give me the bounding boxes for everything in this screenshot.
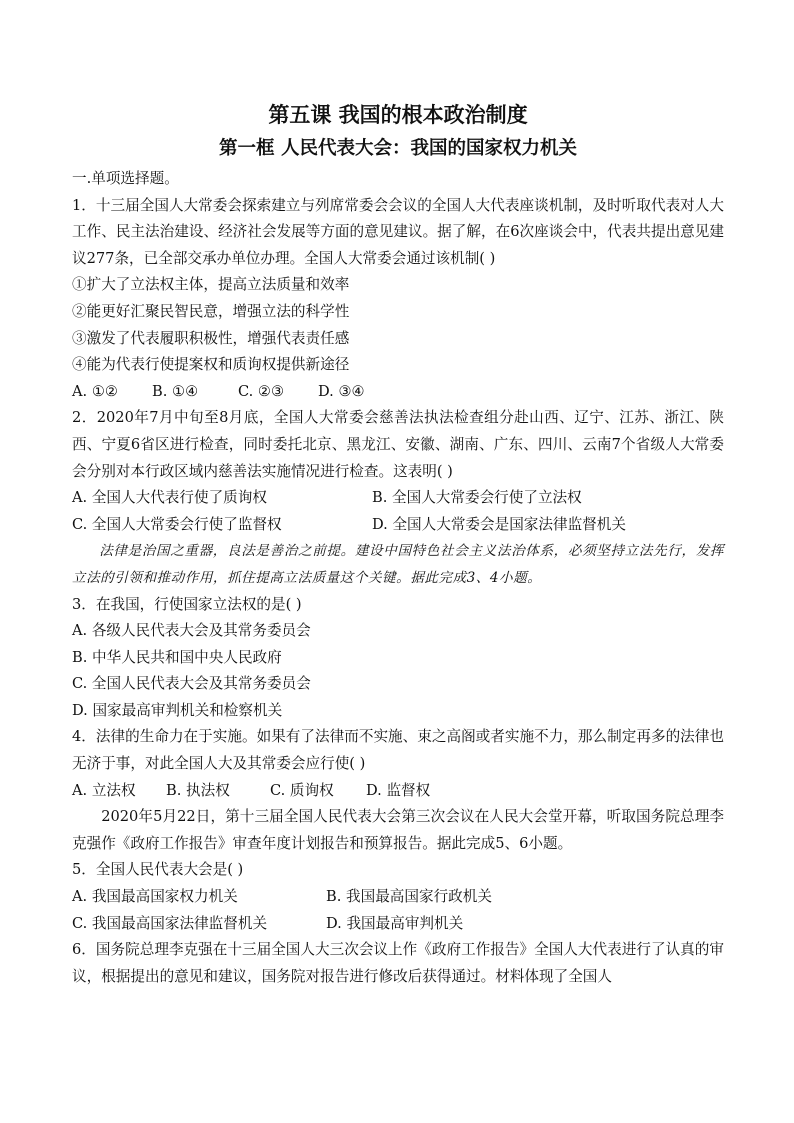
question-2-options-row2: [72, 512, 724, 539]
question-1-item: ③激发了代表履职积极性，增强代表责任感: [72, 329, 350, 347]
question-4-stem: 4．法律的生命力在于实施。如果有了法律而不实施、束之高阁或者实施不力，那么制定再多的法律也无济于事，对此全国人大及其常委会应行使( ): [72, 728, 724, 773]
option-c: C. 质询权: [270, 781, 334, 799]
option-a: A. 我国最高国家权力机关: [72, 888, 238, 906]
option-a: A. 各级人民代表大会及其常务委员会: [72, 622, 311, 640]
question-5-options-row1: [72, 884, 724, 911]
option-c: C. 全国人民代表大会及其常务委员会: [72, 675, 311, 693]
question-1-options: [72, 379, 724, 406]
option-d: D. ③④: [318, 382, 365, 400]
option-c: C. ②③: [238, 382, 285, 400]
option-b: B. 中华人民共和国中央人民政府: [72, 648, 282, 666]
question-1-item: ②能更好汇聚民智民意，增强立法的科学性: [72, 302, 350, 320]
question-2-stem: 2．2020年7月中旬至8月底，全国人大常委会慈善法执法检查组分赴山西、辽宁、江苏、浙江、陕西、宁夏6省区进行检查，同时委托北京、黑龙江、安徽、湖南、广东、四川、云南7个省级人大常委会分别对本行政区域内慈善法实施情况进行检查。这表明( ): [72, 409, 724, 480]
option-c: C. 我国最高国家法律监督机关: [72, 914, 268, 932]
option-b: B. 我国最高国家行政机关: [326, 888, 492, 906]
option-a: A. ①②: [72, 382, 118, 400]
option-b: B. 全国人大常委会行使了立法权: [372, 489, 582, 507]
option-a: A. 全国人大代表行使了质询权: [72, 489, 267, 507]
option-a: A. 立法权: [72, 781, 136, 799]
question-5-stem: 5．全国人民代表大会是( ): [72, 861, 244, 879]
document-page: [72, 98, 724, 990]
option-b: B. 执法权: [166, 781, 230, 799]
option-d: D. 全国人大常委会是国家法律监督机关: [372, 515, 626, 533]
option-c: C. 全国人大常委会行使了监督权: [72, 515, 282, 533]
option-b: B. ①④: [152, 382, 199, 400]
section-heading: 一.单项选择题。: [72, 170, 179, 187]
question-1-stem: 1．十三届全国人大常委会探索建立与列席常委会会议的全国人大代表座谈机制，及时听取代表对人大工作、民主法治建设、经济社会发展等方面的意见建议。据了解，在6次座谈会中，代表共提出意见建议277条，已全部交承办单位办理。全国人大常委会通过该机制( ): [72, 196, 724, 267]
option-d: D. 我国最高审判机关: [326, 914, 464, 932]
question-4-options: [72, 778, 724, 805]
section-subtitle: 第一框 人民代表大会：我国的国家权力机关: [219, 138, 577, 159]
question-2-options-row1: [72, 485, 724, 512]
question-5-options-row2: [72, 911, 724, 938]
option-d: D. 国家最高审判机关和检察机关: [72, 701, 283, 719]
lesson-title: 第五课 我国的根本政治制度: [268, 102, 528, 127]
question-1-item: ①扩大了立法权主体，提高立法质量和效率: [72, 276, 350, 294]
material-passage-2: 2020年5月22日，第十三届全国人民代表大会第三次会议在人民大会堂开幕，听取国务院总理李克强作《政府工作报告》审查年度计划报告和预算报告。据此完成5、6小题。: [72, 808, 724, 852]
material-passage-1: 法律是治国之重器，良法是善治之前提。建设中国特色社会主义法治体系，必须坚持立法先行，发挥立法的引领和推动作用，抓住提高立法质量这个关键。据此完成3、4小题。: [72, 543, 724, 586]
question-3-stem: 3．在我国，行使国家立法权的是( ): [72, 595, 302, 613]
question-6-stem: 6．国务院总理李克强在十三届全国人大三次会议上作《政府工作报告》全国人大代表进行了认真的审议，根据提出的意见和建议，国务院对报告进行修改后获得通过。材料体现了全国人: [72, 941, 724, 985]
question-1-item: ④能为代表行使提案权和质询权提供新途径: [72, 356, 350, 374]
option-d: D. 监督权: [366, 781, 431, 799]
